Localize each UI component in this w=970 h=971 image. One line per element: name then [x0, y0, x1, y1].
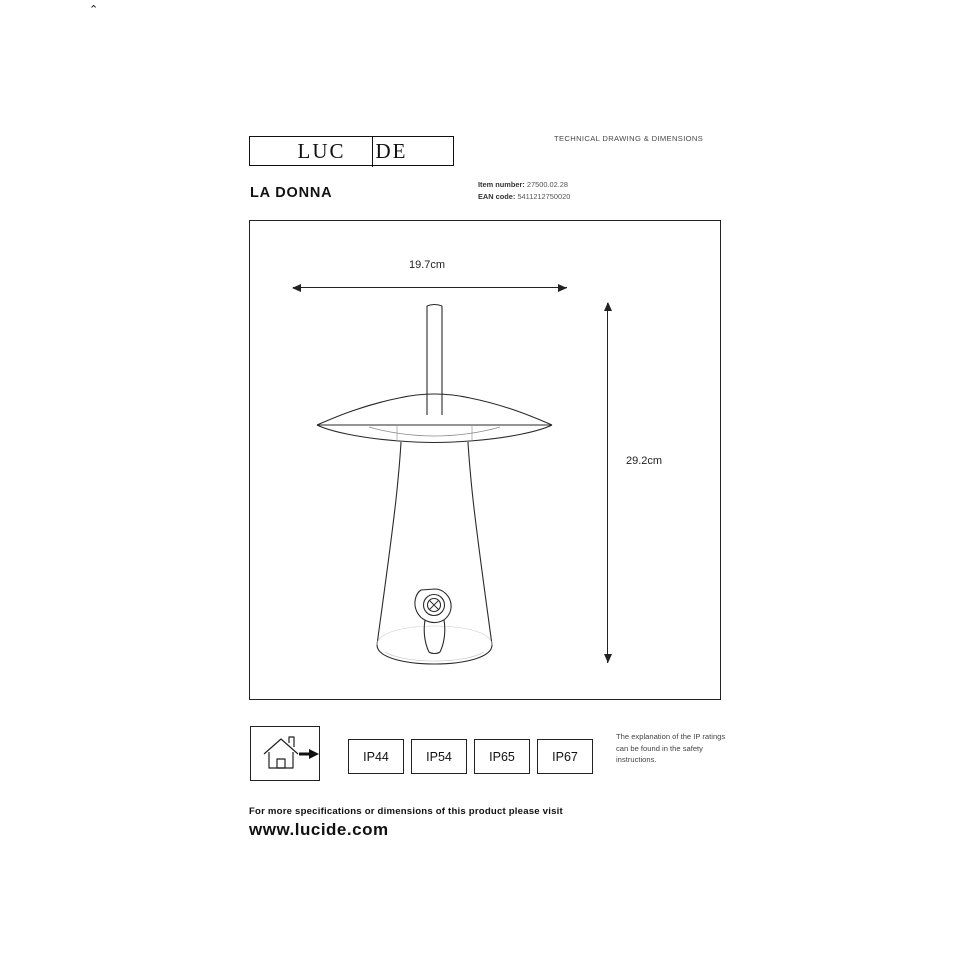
product-technical-drawing [249, 220, 721, 700]
item-number-value: 27500.02.28 [526, 180, 568, 189]
ean-code-value: 5411212750020 [517, 191, 571, 201]
ip-rating-ip65[interactable]: IP65 [474, 739, 530, 774]
footer-website-link[interactable]: www.lucide.com [249, 820, 389, 839]
page-title: LA DONNA [250, 185, 333, 201]
brand-logo-right: DE [375, 138, 408, 163]
height-dimension-label: 29.2cm [626, 455, 663, 467]
product-meta [478, 179, 570, 202]
ean-code-row [478, 191, 570, 203]
brand-logo [249, 136, 454, 166]
ip-rating-ip67[interactable]: IP67 [537, 739, 593, 774]
technical-drawing-title: TECHNICAL DRAWING & DIMENSIONS [554, 134, 704, 143]
brand-accent-icon: ⌃ [89, 4, 99, 16]
footer-text: For more specifications or dimensions of this product please visit [249, 806, 563, 817]
ip-rating-note: The explanation of the IP ratings can be found in the safety instructions. [616, 732, 726, 764]
house-icon [251, 727, 319, 780]
ip-rating-ip44[interactable]: IP44 [348, 739, 404, 774]
item-number-label: Item number: [478, 180, 525, 189]
item-number-row [478, 179, 570, 191]
ip-rating-ip54[interactable]: IP54 [411, 739, 467, 774]
brand-logo-divider [372, 137, 373, 167]
brand-logo-left: LUC [297, 138, 346, 163]
house-icon-box [250, 726, 320, 781]
brand-logo-text [250, 137, 453, 165]
ean-code-label: EAN code: [478, 191, 516, 201]
width-dimension-label: 19.7cm [409, 259, 446, 271]
